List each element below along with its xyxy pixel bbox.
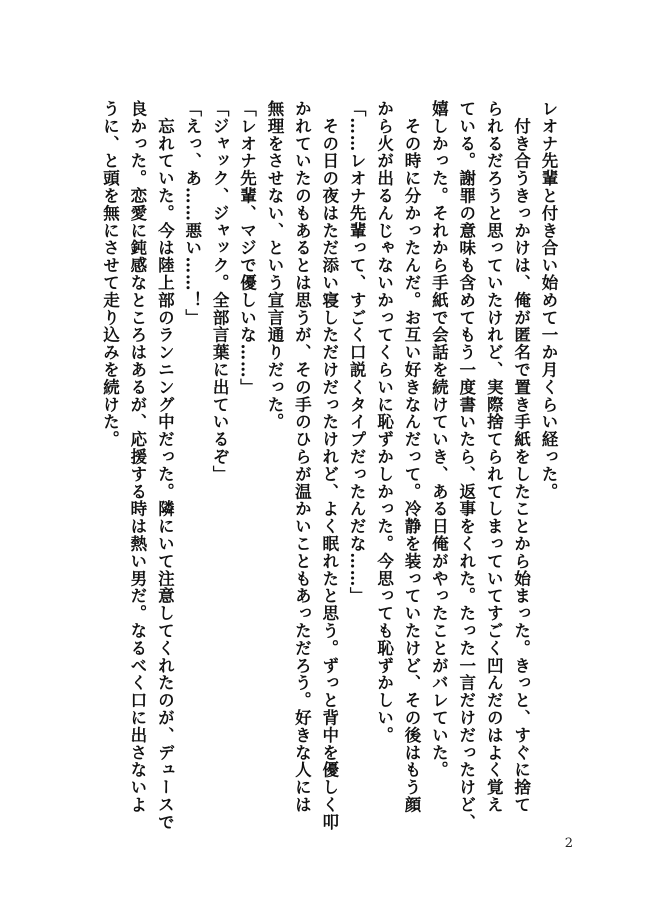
text-line: 「ジャック、ジャック。全部言葉に出ているぞ」 xyxy=(210,100,230,483)
text-line: うに、と頭を無にさせて走り込みを続けた。 xyxy=(100,100,120,448)
page-number: 2 xyxy=(564,836,573,851)
text-line: 良かった。恋愛に鈍感なところはあるが、応援する時は熱い男だ。なるべく口に出さないよ xyxy=(127,100,147,814)
text-line: 「レオナ先輩、マジで優しいな……」 xyxy=(237,100,257,396)
text-line: 付き合うきっかけは、俺が匿名で置き手紙をしたことから始まった。きっと、すぐに捨て xyxy=(511,100,531,814)
text-line: 無理をさせない、という宣言通りだった。 xyxy=(264,100,284,431)
text-line: られるだろうと思っていたけれど、実際捨てられてしまっていてすごく凹んだのはよく覚え xyxy=(484,100,504,814)
vertical-text-body xyxy=(100,100,562,831)
text-line: かれていたのもあるとは思うが、その手のひらが温かいこともあっただろう。好きな人には xyxy=(292,100,312,814)
text-line: 「えっ、あ……悪い……！」 xyxy=(182,100,202,327)
text-line: 「……レオナ先輩って、すごく口説くタイプだったんだな……」 xyxy=(347,100,367,605)
text-line: その時に分かったんだ。お互い好きなんだって。冷静を装っていたけど、その後はもう顔 xyxy=(401,100,421,814)
text-line: ている。謝罪の意味も含めてもう一度書いたら、返事をくれた。たった一言だけだったけど、 xyxy=(456,100,476,831)
text-line: レオナ先輩と付き合い始めて一か月くらい経った。 xyxy=(539,100,558,501)
text-line: 嬉しかった。それから手紙で会話を続けていき、ある日俺がやったことがバレていた。 xyxy=(429,100,449,779)
text-line: から火が出るんじゃないかってくらいに恥ずかしかった。今思っても恥ずかしい。 xyxy=(374,100,394,744)
text-line: その日の夜はただ添い寝しただけだったけれど、よく眠れたと思う。ずっと背中を優しく叩 xyxy=(319,100,339,831)
text-line: 忘れていた。今は陸上部のランニング中だった。隣にいて注意してくれたのが、デュースで xyxy=(155,100,175,831)
